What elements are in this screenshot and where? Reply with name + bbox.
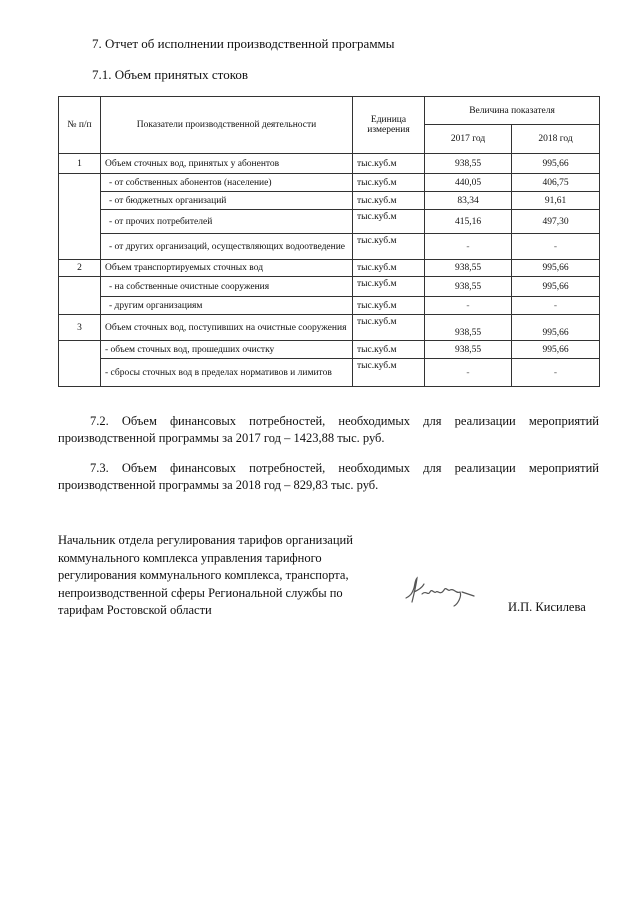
- row-unit: тыс.куб.м: [353, 277, 425, 297]
- table-row: [59, 341, 600, 359]
- row-2017: -: [425, 359, 512, 387]
- row-unit: тыс.куб.м: [353, 341, 425, 359]
- signature-title-line: Начальник отдела регулирования тарифов организаций: [58, 533, 353, 547]
- table-row: [59, 260, 600, 277]
- signature-title-line: тарифам Ростовской области: [58, 603, 212, 617]
- row-name: - от бюджетных организаций: [101, 192, 353, 210]
- row-2017: 938,55: [425, 154, 512, 174]
- row-2017: 938,55: [425, 315, 512, 341]
- row-2018: 406,75: [512, 174, 600, 192]
- paragraph-7-3: [58, 460, 599, 494]
- row-name: - объем сточных вод, прошедших очистку: [101, 341, 353, 359]
- header-2017: 2017 год: [425, 125, 512, 154]
- row-unit: тыс.куб.м: [353, 297, 425, 315]
- table-row: [59, 154, 600, 174]
- row-2017: -: [425, 234, 512, 260]
- table-row: [59, 277, 600, 297]
- table-row: [59, 234, 600, 260]
- signature-title-line: непроизводственной сферы Региональной службы по: [58, 585, 343, 600]
- row-2017: 415,16: [425, 210, 512, 234]
- row-2017: 83,34: [425, 192, 512, 210]
- section-heading: 7. Отчет об исполнении производственной программы: [92, 36, 395, 51]
- header-2018: 2018 год: [512, 125, 600, 154]
- row-unit: тыс.куб.м: [353, 359, 425, 387]
- subsection-heading: 7.1. Объем принятых стоков: [92, 67, 248, 82]
- table-row: [59, 174, 600, 192]
- table-row: [59, 315, 600, 341]
- row-num: [59, 174, 101, 260]
- table-row: [59, 210, 600, 234]
- row-name: Объем транспортируемых сточных вод: [101, 260, 353, 277]
- row-unit: тыс.куб.м: [353, 210, 425, 234]
- paragraph-7-3-text: 7.3. Объем финансовых потребностей, необходимых для реализации мероприятий производственной программы за 2018 год – 829,83 тыс. руб.: [58, 461, 599, 492]
- paragraph-7-2: [58, 413, 599, 447]
- row-2018: 995,66: [512, 277, 600, 297]
- header-unit: Единица измерения: [353, 97, 425, 154]
- row-num: 3: [59, 315, 101, 341]
- row-2018: 91,61: [512, 192, 600, 210]
- row-unit: тыс.куб.м: [353, 260, 425, 277]
- row-2018: 995,66: [512, 341, 600, 359]
- row-2018: 995,66: [512, 260, 600, 277]
- row-name: - сбросы сточных вод в пределах нормативов и лимитов: [101, 359, 353, 387]
- signature-title-block: [58, 532, 378, 620]
- paragraph-7-2-text: 7.2. Объем финансовых потребностей, необходимых для реализации мероприятий производственной программы за 2017 год – 1423,88 тыс. руб.: [58, 414, 599, 445]
- row-2018: 995,66: [512, 154, 600, 174]
- row-2017: 938,55: [425, 260, 512, 277]
- row-2017: 938,55: [425, 341, 512, 359]
- row-2018: -: [512, 297, 600, 315]
- row-unit: тыс.куб.м: [353, 315, 425, 341]
- signature-title-line: коммунального комплекса управления тарифного: [58, 550, 322, 565]
- row-num: [59, 277, 101, 315]
- row-2017: 440,05: [425, 174, 512, 192]
- header-value: Величина показателя: [425, 97, 600, 125]
- signature-title-line: регулирования коммунального комплекса, транспорта,: [58, 568, 349, 582]
- table-row: [59, 297, 600, 315]
- row-2017: -: [425, 297, 512, 315]
- row-name: - от прочих потребителей: [101, 210, 353, 234]
- row-2017: 938,55: [425, 277, 512, 297]
- row-unit: тыс.куб.м: [353, 234, 425, 260]
- row-unit: тыс.куб.м: [353, 192, 425, 210]
- header-num: № п/п: [59, 97, 101, 154]
- row-num: 2: [59, 260, 101, 277]
- signer-name: И.П. Кисилева: [508, 600, 586, 614]
- header-indicators: Показатели производственной деятельности: [101, 97, 353, 154]
- row-2018: -: [512, 359, 600, 387]
- row-name: Объем сточных вод, поступивших на очистные сооружения: [101, 315, 353, 341]
- row-2018: -: [512, 234, 600, 260]
- row-name: - другим организациям: [101, 297, 353, 315]
- row-unit: тыс.куб.м: [353, 154, 425, 174]
- row-num: [59, 341, 101, 387]
- table-row: [59, 359, 600, 387]
- row-name: - на собственные очистные сооружения: [101, 277, 353, 297]
- row-unit: тыс.куб.м: [353, 174, 425, 192]
- row-2018: 995,66: [512, 315, 600, 341]
- row-name: Объем сточных вод, принятых у абонентов: [101, 154, 353, 174]
- row-name: - от других организаций, осуществляющих водоотведение: [101, 234, 353, 260]
- handwritten-signature: [400, 568, 490, 618]
- row-2018: 497,30: [512, 210, 600, 234]
- table-row: [59, 192, 600, 210]
- row-num: 1: [59, 154, 101, 174]
- wastewater-table: [58, 96, 600, 387]
- row-name: - от собственных абонентов (население): [101, 174, 353, 192]
